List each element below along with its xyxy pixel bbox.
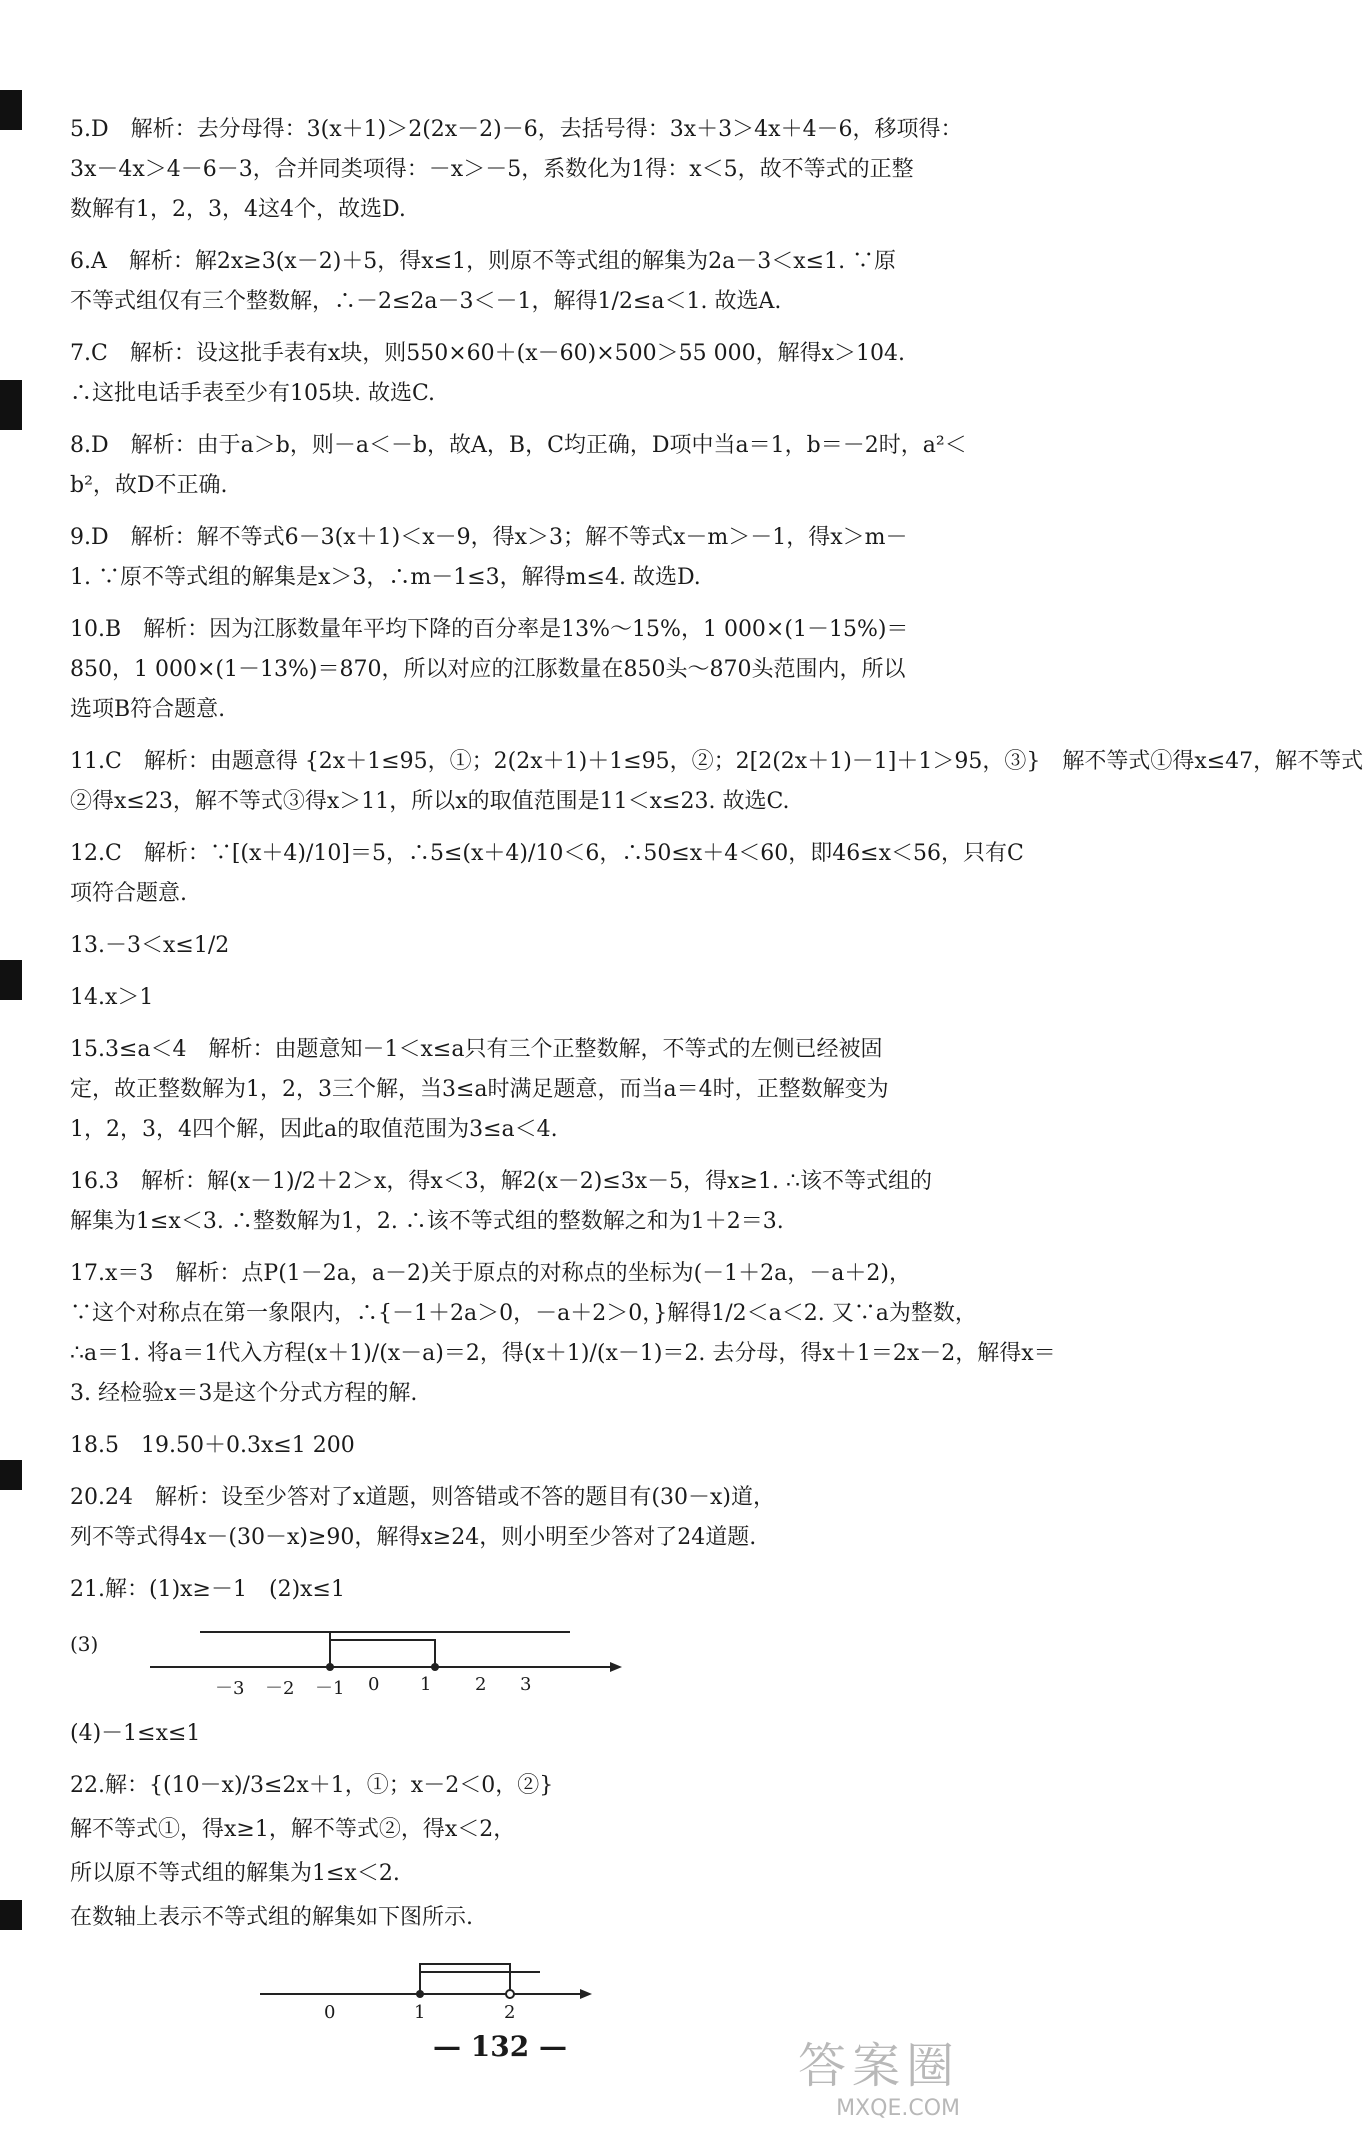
answer-item [70,834,1024,914]
q21-number-line [70,1622,940,1702]
answer-line: ②得x≤23，解不等式③得x＞11，所以x的取值范围是11＜x≤23. 故选C. [70,789,790,814]
answer-line: 定，故正整数解为1，2，3三个解，当3≤a时满足题意，而当a＝4时，正整数解变为 [70,1077,889,1102]
q22-answer [70,1766,940,1938]
answer-line: 不等式组仅有三个整数解，∴－2≤2a－3＜－1，解得1/2≤a＜1. 故选A. [70,289,782,314]
page-number: — 132 — [433,2030,567,2063]
answer-line: 数解有1，2，3，4这4个，故选D. [70,197,406,222]
answer-line: 1，2，3，4四个解，因此a的取值范围为3≤a＜4. [70,1117,558,1142]
answer-line: 10.B 解析：因为江豚数量年平均下降的百分率是13%～15%，1 000×(1－15%)＝ [70,617,909,642]
answer-item [70,242,940,322]
answer-line: 6.A 解析：解2x≥3(x－2)＋5，得x≤1，则原不等式组的解集为2a－3＜x≤1. ∵原 [70,249,897,274]
tick-label: 0 [368,1674,380,1695]
answer-line: 850，1 000×(1－13%)＝870，所以对应的江豚数量在850头～870头范围内，所以 [70,657,906,682]
watermark [798,2027,960,2121]
answer-line: ∴a＝1. 将a＝1代入方程(x＋1)/(x－a)＝2，得(x＋1)/(x－1)＝2. 去分母，得x＋1＝2x－2，解得x＝ [70,1341,1056,1366]
answer-line: 3. 经检验x＝3是这个分式方程的解. [70,1381,418,1406]
answer-item [70,1030,940,1150]
answer-line: ∴这批电话手表至少有105块. 故选C. [70,381,436,406]
answer-line: 3x－4x＞4－6－3，合并同类项得：－x＞－5，系数化为1得：x＜5，故不等式的正整 [70,157,914,182]
tick-label: 0 [324,2002,336,2023]
q22-line: 22.解：{(10－x)/3≤2x＋1，①；x－2＜0，②} [70,1773,554,1798]
answer-item [70,334,940,414]
binding-mark [0,1900,22,1930]
answer-item [70,1478,940,1558]
q21-part4: (4)－1≤x≤1 [70,1721,201,1746]
answer-item [70,110,963,230]
watermark-logo: 答案圈 [797,2038,960,2094]
answer-line: 9.D 解析：解不等式6－3(x＋1)＜x－9，得x＞3；解不等式x－m＞－1，得x＞m－ [70,525,908,550]
answer-items [70,110,1363,1610]
answer-line: 14.x＞1 [70,985,154,1010]
answer-line: 15.3≤a＜4 解析：由题意知－1＜x≤a只有三个正整数解，不等式的左侧已经被固 [70,1037,883,1062]
answer-line: 17.x＝3 解析：点P(1－2a，a－2)关于原点的对称点的坐标为(－1＋2a，－a＋2)， [70,1261,911,1286]
binding-mark [0,90,22,130]
tick-label: －3 [215,1678,245,1699]
answer-line: 13.－3＜x≤1/2 [70,933,230,958]
answer-line: 1. ∵原不等式组的解集是x＞3，∴m－1≤3，解得m≤4. 故选D. [70,565,701,590]
q22-number-line [70,1944,940,2034]
binding-mark [0,960,22,1000]
answer-line: 5.D 解析：去分母得：3(x＋1)＞2(2x－2)－6，去括号得：3x＋3＞4x＋4－6，移项得： [70,117,963,142]
q21-part3-label: (3) [70,1632,99,1656]
q22-line: 解不等式①，得x≥1，解不等式②，得x＜2， [70,1817,516,1842]
answer-line: 18.5 19.50＋0.3x≤1 200 [70,1433,355,1458]
tick-label: 1 [420,1674,432,1695]
answer-line: b²，故D不正确. [70,473,228,498]
answer-item [70,426,967,506]
answer-line: 8.D 解析：由于a＞b，则－a＜－b，故A，B，C均正确，D项中当a＝1，b＝－2时，a²＜ [70,433,967,458]
tick-label: 2 [475,1674,487,1695]
tick-label: －1 [315,1678,345,1699]
answer-line: 11.C 解析：由题意得 {2x＋1≤95，①；2(2x＋1)＋1≤95，②；2[2(2x＋1)－1]＋1＞95，③} 解不等式①得x≤47，解不等式 [70,749,1363,774]
tick-label: 2 [504,2002,516,2023]
answer-line: 20.24 解析：设至少答对了x道题，则答错或不答的题目有(30－x)道， [70,1485,775,1510]
binding-mark [0,380,22,430]
watermark-url: MXQE.COM [836,2096,960,2121]
answer-line: 12.C 解析：∵[(x＋4)/10]＝5，∴5≤(x＋4)/10＜6，∴50≤x＋4＜60，即46≤x＜56，只有C [70,841,1024,866]
answer-content [70,110,1363,2046]
answer-line: 7.C 解析：设这批手表有x块，则550×60＋(x－60)×500＞55 000，解得x＞104. [70,341,906,366]
answer-item [70,926,940,966]
answer-item [70,978,940,1018]
answer-line: ∵这个对称点在第一象限内，∴{－1＋2a＞0，－a＋2＞0，}解得1/2＜a＜2. 又∵a为整数， [70,1301,977,1326]
answer-line: 16.3 解析：解(x－1)/2＋2＞x，得x＜3，解2(x－2)≤3x－5，得x≥1. ∴该不等式组的 [70,1169,932,1194]
answer-item [70,742,1363,822]
answer-item [70,518,940,598]
answer-item [70,1426,940,1466]
tick-label: 1 [414,2002,426,2023]
answer-line: 解集为1≤x＜3. ∴整数解为1，2. ∴该不等式组的整数解之和为1＋2＝3. [70,1209,784,1234]
q22-line: 在数轴上表示不等式组的解集如下图所示. [70,1905,473,1930]
answer-item [70,1570,940,1610]
answer-item [70,610,940,730]
answer-line: 选项B符合题意. [70,697,226,722]
binding-mark [0,1460,22,1490]
answer-line: 项符合题意. [70,881,187,906]
answer-item [70,1162,940,1242]
number-line-svg [250,1944,890,2034]
tick-label: －2 [265,1678,295,1699]
answer-line: 21.解：(1)x≥－1 (2)x≤1 [70,1577,345,1602]
answer-line: 列不等式得4x－(30－x)≥90，解得x≥24，则小明至少答对了24道题. [70,1525,757,1550]
tick-label: 3 [520,1674,532,1695]
answer-item [70,1254,1056,1414]
q22-line: 所以原不等式组的解集为1≤x＜2. [70,1861,400,1886]
